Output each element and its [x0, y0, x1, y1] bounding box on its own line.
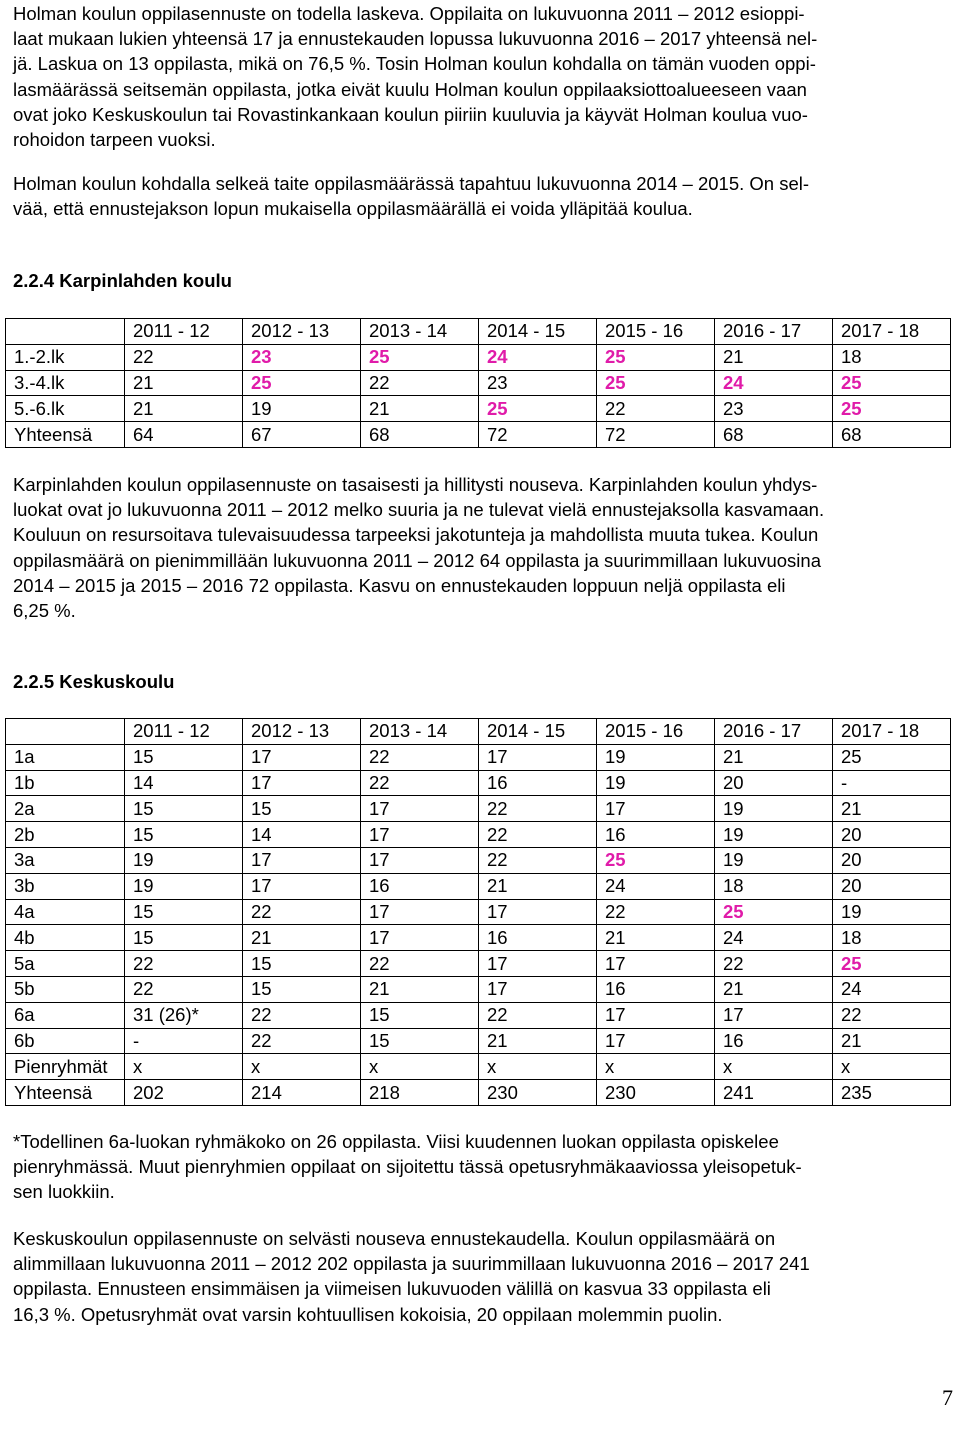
table-row [6, 873, 951, 899]
table-cell: 24 [715, 370, 833, 396]
row-label: 2a [6, 796, 125, 822]
table-cell: 218 [361, 1080, 479, 1106]
table-cell: 14 [125, 770, 243, 796]
table-cell: 21 [361, 976, 479, 1002]
table-cell: 19 [243, 396, 361, 422]
table-cell: 68 [833, 422, 951, 448]
table-cell: 15 [243, 976, 361, 1002]
table-cell: 23 [243, 344, 361, 370]
table-cell: 230 [597, 1080, 715, 1106]
table-cell: 22 [597, 396, 715, 422]
table-cell: 21 [833, 1028, 951, 1054]
column-header: 2016 - 17 [715, 719, 833, 745]
table-row [6, 396, 951, 422]
table-cell: 16 [715, 1028, 833, 1054]
column-header: 2015 - 16 [597, 719, 715, 745]
table-cell: 25 [833, 396, 951, 422]
keskuskoulu-paragraph [13, 1226, 948, 1327]
table-corner-cell [6, 319, 125, 345]
table-row [6, 422, 951, 448]
row-label: 5b [6, 976, 125, 1002]
table-cell: 22 [833, 1002, 951, 1028]
table-row [6, 899, 951, 925]
table-cell: 22 [361, 770, 479, 796]
table-row [6, 1054, 951, 1080]
table-row [6, 1028, 951, 1054]
holma-paragraph [13, 171, 948, 221]
table-cell: 25 [597, 344, 715, 370]
table-cell: 17 [243, 847, 361, 873]
table-cell: x [479, 1054, 597, 1080]
table-cell: x [243, 1054, 361, 1080]
table-cell: 22 [361, 370, 479, 396]
table-cell: 230 [479, 1080, 597, 1106]
row-label: 3a [6, 847, 125, 873]
table-cell: 68 [715, 422, 833, 448]
table-cell: 17 [597, 1028, 715, 1054]
table-cell: 15 [361, 1002, 479, 1028]
karpinlahti-line: 6,25 %. [13, 600, 76, 622]
table-row [6, 1002, 951, 1028]
table-cell: 17 [479, 744, 597, 770]
holma-line: vää, että ennustejakson lopun mukaisella oppilasmäärällä ei voida ylläpitää koulua. [13, 198, 693, 220]
column-header: 2012 - 13 [243, 319, 361, 345]
table-cell: 15 [125, 796, 243, 822]
table-cell: 202 [125, 1080, 243, 1106]
section-heading-keskuskoulu: 2.2.5 Keskuskoulu [13, 671, 175, 692]
intro-line: lasmäärässä seitsemän oppilasta, jotka eivät kuulu Holman koulun oppilaaksiottoalueeseen vaan [13, 78, 807, 100]
table-cell: x [361, 1054, 479, 1080]
table-cell: 15 [125, 822, 243, 848]
table-cell: 22 [715, 951, 833, 977]
keskuskoulu-line: Keskuskoulun oppilasennuste on selvästi nouseva ennustekaudella. Koulun oppilasmäärä on [13, 1228, 776, 1249]
table-cell: 214 [243, 1080, 361, 1106]
karpinlahti-paragraph [13, 472, 948, 623]
table-cell: 24 [715, 925, 833, 951]
table-row [6, 744, 951, 770]
table-cell: 16 [361, 873, 479, 899]
row-label: 1b [6, 770, 125, 796]
table-cell: 22 [479, 796, 597, 822]
row-label: Yhteensä [6, 422, 125, 448]
table-cell: 15 [243, 951, 361, 977]
table-cell: 22 [243, 1028, 361, 1054]
row-label: 3b [6, 873, 125, 899]
row-label: 4b [6, 925, 125, 951]
table-cell: 15 [125, 899, 243, 925]
table-cell: 15 [243, 796, 361, 822]
intro-line: laat mukaan lukien yhteensä 17 ja ennustekauden lopussa lukuvuonna 2016 – 2017 yhteensä nel- [13, 28, 818, 50]
table-cell: 16 [479, 770, 597, 796]
table-cell: 17 [597, 951, 715, 977]
table-cell: 21 [479, 1028, 597, 1054]
table-cell: 25 [479, 396, 597, 422]
table-cell: 25 [361, 344, 479, 370]
table-row [6, 925, 951, 951]
table-cell: 21 [479, 873, 597, 899]
table-cell: 23 [479, 370, 597, 396]
table-cell: 16 [479, 925, 597, 951]
column-header: 2011 - 12 [125, 719, 243, 745]
intro-line: rohoidon tarpeen vuoksi. [13, 129, 216, 151]
table-cell: 24 [479, 344, 597, 370]
table-cell: 17 [243, 744, 361, 770]
table-cell: 17 [479, 976, 597, 1002]
table-cell: 25 [833, 951, 951, 977]
row-label: 6a [6, 1002, 125, 1028]
table-cell: 19 [715, 796, 833, 822]
row-label: 2b [6, 822, 125, 848]
table-cell: 21 [833, 796, 951, 822]
column-header: 2012 - 13 [243, 719, 361, 745]
table-cell: 20 [833, 847, 951, 873]
column-header: 2013 - 14 [361, 319, 479, 345]
table-cell: x [833, 1054, 951, 1080]
table-cell: 23 [715, 396, 833, 422]
table-cell: 19 [125, 847, 243, 873]
table-cell: 21 [125, 396, 243, 422]
row-label: 5.-6.lk [6, 396, 125, 422]
table-cell: 24 [597, 873, 715, 899]
table-cell: 21 [243, 925, 361, 951]
table-cell: 21 [715, 344, 833, 370]
table-cell: 18 [833, 925, 951, 951]
table-cell: 22 [125, 344, 243, 370]
footnote-paragraph [13, 1129, 948, 1205]
table-cell: 22 [125, 951, 243, 977]
table-cell: 19 [125, 873, 243, 899]
intro-line: jä. Laskua on 13 oppilasta, mikä on 76,5 %. Tosin Holman koulun kohdalla on tämän vuoden oppi- [13, 53, 816, 75]
table-cell: 68 [361, 422, 479, 448]
table-cell: 25 [715, 899, 833, 925]
table-cell: 21 [715, 744, 833, 770]
table-cell: 24 [833, 976, 951, 1002]
table-cell: 72 [597, 422, 715, 448]
table-cell: 22 [479, 1002, 597, 1028]
table-cell: 17 [361, 847, 479, 873]
table-cell: 17 [361, 822, 479, 848]
table-row [6, 344, 951, 370]
row-label: 4a [6, 899, 125, 925]
row-label: Yhteensä [6, 1080, 125, 1106]
table-cell: 241 [715, 1080, 833, 1106]
footnote-line: pienryhmässä. Muut pienryhmien oppilaat on sijoitettu tässä opetusryhmäkaaviossa yleisopetuk- [13, 1156, 802, 1178]
table-cell: 21 [125, 370, 243, 396]
karpinlahti-table [5, 318, 951, 448]
table-cell: 20 [833, 822, 951, 848]
table-row [6, 770, 951, 796]
table-cell: 16 [597, 822, 715, 848]
column-header: 2015 - 16 [597, 319, 715, 345]
column-header: 2013 - 14 [361, 719, 479, 745]
row-label: 3.-4.lk [6, 370, 125, 396]
table-row [6, 976, 951, 1002]
table-cell: 64 [125, 422, 243, 448]
table-row [6, 822, 951, 848]
table-cell: 15 [125, 744, 243, 770]
table-cell: 17 [243, 873, 361, 899]
table-corner-cell [6, 719, 125, 745]
page-number: 7 [942, 1385, 953, 1410]
table-cell: 19 [597, 770, 715, 796]
section-heading-karpinlahti: 2.2.4 Karpinlahden koulu [13, 270, 232, 291]
table-cell: 18 [833, 344, 951, 370]
keskuskoulu-line: 16,3 %. Opetusryhmät ovat varsin kohtuullisen kokoisia, 20 oppilaan molemmin puolin. [13, 1303, 723, 1325]
keskuskoulu-table [5, 718, 951, 1106]
table-cell: 15 [125, 925, 243, 951]
karpinlahti-line: oppilasmäärä on pienimmillään lukuvuonna 2011 – 2012 64 oppilasta ja suurimmillaan lukuvuosina [13, 549, 821, 571]
table-cell: 19 [833, 899, 951, 925]
table-cell: 15 [361, 1028, 479, 1054]
table-cell: 17 [479, 899, 597, 925]
table-row [6, 796, 951, 822]
row-label: 5a [6, 951, 125, 977]
table-row [6, 847, 951, 873]
row-label: 1a [6, 744, 125, 770]
table-cell: 67 [243, 422, 361, 448]
holma-line: Holman koulun kohdalla selkeä taite oppilasmäärässä tapahtuu lukuvuonna 2014 – 2015. On sel- [13, 173, 810, 194]
table-cell: 22 [243, 1002, 361, 1028]
intro-paragraph [13, 1, 948, 152]
table-cell: 25 [243, 370, 361, 396]
keskuskoulu-line: oppilasta. Ennusteen ensimmäisen ja viimeisen lukuvuoden välillä on kasvua 33 oppilasta eli [13, 1278, 771, 1300]
table-cell: 21 [361, 396, 479, 422]
column-header: 2014 - 15 [479, 719, 597, 745]
table-cell: 22 [243, 899, 361, 925]
table-cell: 17 [361, 796, 479, 822]
table-row [6, 951, 951, 977]
table-cell: 31 (26)* [125, 1002, 243, 1028]
table-cell: 18 [715, 873, 833, 899]
table-cell: x [597, 1054, 715, 1080]
karpinlahti-line: 2014 – 2015 ja 2015 – 2016 72 oppilasta. Kasvu on ennustekauden loppuun neljä oppilasta eli [13, 574, 786, 596]
row-label: Pienryhmät [6, 1054, 125, 1080]
table-row [6, 370, 951, 396]
table-cell: 19 [597, 744, 715, 770]
table-cell: 16 [597, 976, 715, 1002]
intro-line: Holman koulun oppilasennuste on todella laskeva. Oppilaita on lukuvuonna 2011 – 2012 esioppi- [13, 3, 805, 24]
keskuskoulu-line: alimmillaan lukuvuonna 2011 – 2012 202 oppilasta ja suurimmillaan lukuvuonna 2016 – 2017 241 [13, 1253, 810, 1275]
table-cell: 17 [361, 899, 479, 925]
table-cell: 25 [833, 744, 951, 770]
row-label: 1.-2.lk [6, 344, 125, 370]
table-cell: 22 [361, 951, 479, 977]
table-cell: 22 [361, 744, 479, 770]
table-cell: 17 [243, 770, 361, 796]
footnote-line: sen luokkiin. [13, 1181, 115, 1203]
column-header: 2011 - 12 [125, 319, 243, 345]
table-cell: 19 [715, 822, 833, 848]
table-cell: 17 [597, 1002, 715, 1028]
table-cell: 17 [361, 925, 479, 951]
column-header: 2014 - 15 [479, 319, 597, 345]
table-cell: 14 [243, 822, 361, 848]
table-cell: 25 [597, 370, 715, 396]
column-header: 2017 - 18 [833, 719, 951, 745]
table-cell: 235 [833, 1080, 951, 1106]
footnote-line: *Todellinen 6a-luokan ryhmäkoko on 26 oppilasta. Viisi kuudennen luokan oppilasta opiskelee [13, 1131, 779, 1152]
table-cell: - [833, 770, 951, 796]
table-row [6, 1080, 951, 1106]
table-cell: 72 [479, 422, 597, 448]
table-cell: 25 [597, 847, 715, 873]
table-cell: 22 [479, 822, 597, 848]
table-cell: x [715, 1054, 833, 1080]
column-header: 2017 - 18 [833, 319, 951, 345]
table-cell: - [125, 1028, 243, 1054]
table-cell: 22 [125, 976, 243, 1002]
table-cell: 17 [479, 951, 597, 977]
karpinlahti-line: Karpinlahden koulun oppilasennuste on tasaisesti ja hillitysti nouseva. Karpinlahden koulun yhdys- [13, 474, 818, 495]
table-cell: 20 [833, 873, 951, 899]
table-cell: 22 [479, 847, 597, 873]
table-cell: 17 [715, 1002, 833, 1028]
karpinlahti-line: Kouluun on resursoitava tulevaisuudessa tarpeeksi jakotunteja ja mahdollista muuta tukea. Koulun [13, 524, 819, 546]
table-cell: 21 [597, 925, 715, 951]
intro-line: ovat joko Keskuskoulun tai Rovastinkankaan koulun piiriin kuuluvia ja käyvät Holman koulua vuo- [13, 103, 808, 125]
row-label: 6b [6, 1028, 125, 1054]
table-cell: 22 [597, 899, 715, 925]
column-header: 2016 - 17 [715, 319, 833, 345]
table-cell: x [125, 1054, 243, 1080]
table-cell: 25 [833, 370, 951, 396]
table-cell: 19 [715, 847, 833, 873]
table-cell: 20 [715, 770, 833, 796]
table-cell: 17 [597, 796, 715, 822]
karpinlahti-line: luokat ovat jo lukuvuonna 2011 – 2012 melko suuria ja ne tulevat vielä ennustejaksolla kasvamaan. [13, 499, 825, 521]
table-cell: 21 [715, 976, 833, 1002]
